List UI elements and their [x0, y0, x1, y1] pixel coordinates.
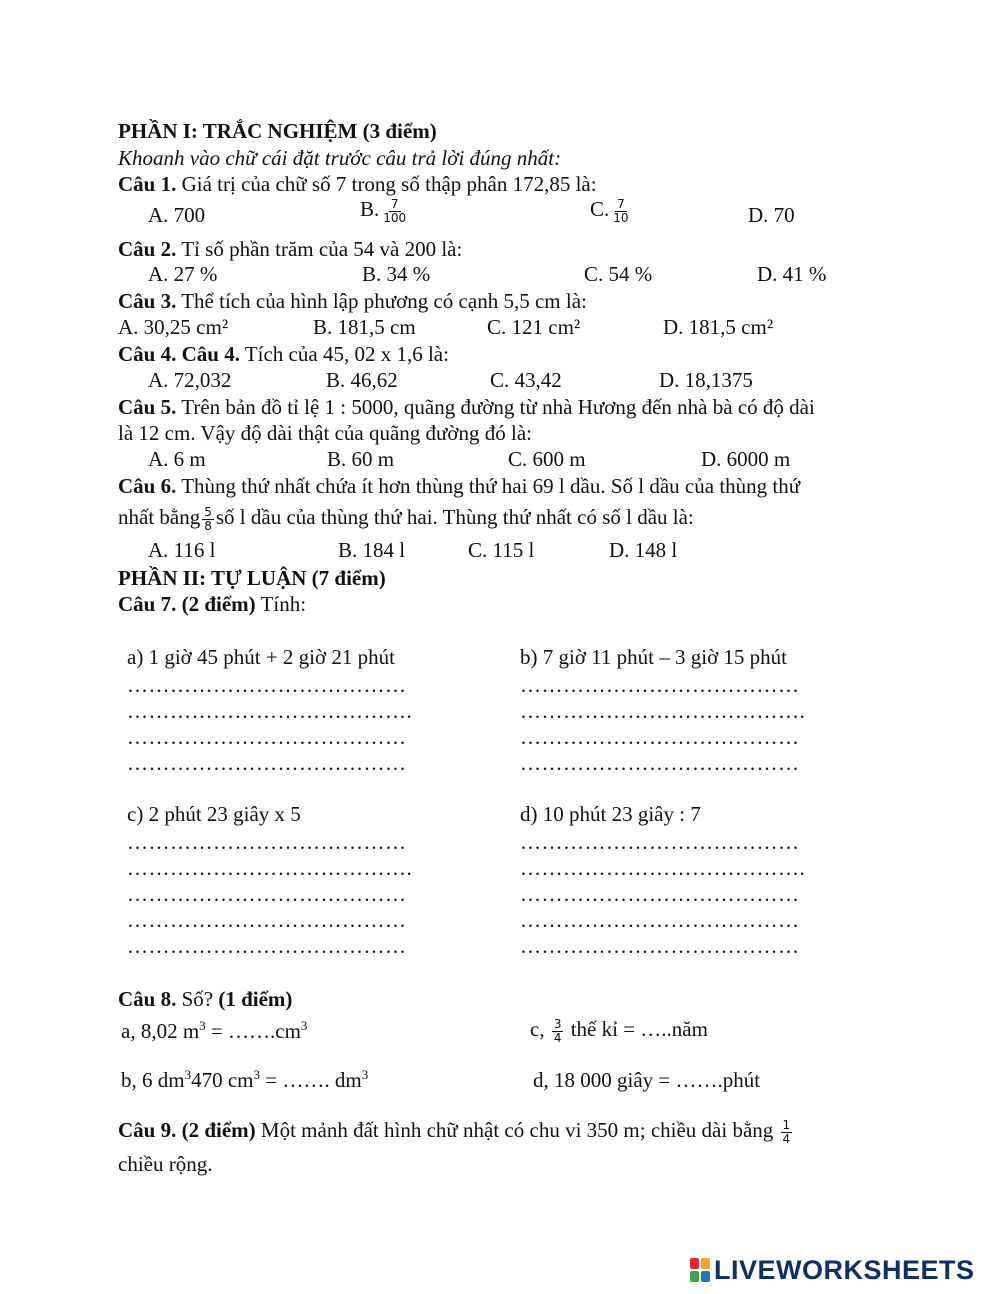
q5-option-c[interactable]: C. 600 m [508, 447, 586, 471]
answer-line[interactable]: ………………………………… [520, 725, 800, 749]
answer-line[interactable]: ………………………………… [127, 673, 407, 697]
fraction: $\frac{7}{10}$ [613, 196, 629, 225]
question-label: Câu 2. [118, 237, 177, 261]
question-label: Câu 5. [118, 395, 177, 419]
q8-part-a[interactable]: a, 8,02 $m^3$ = $\dots\dots.cm^3$ [121, 1018, 308, 1043]
question-label: Câu 4. Câu 4. [118, 342, 240, 366]
question-label: Câu 7. (2 điểm) [118, 592, 256, 616]
q4-option-d[interactable]: D. 18,1375 [659, 368, 753, 392]
fraction: $\frac{7}{100}$ [383, 196, 407, 225]
answer-line[interactable]: ………………………………… [127, 725, 407, 749]
q7-part-a: a) 1 giờ 45 phút + 2 giờ 21 phút [127, 645, 395, 669]
q1-option-c[interactable]: C. $\frac{7}{10}$ [590, 196, 629, 225]
question-text: Số? [181, 987, 214, 1011]
brand-name: LIVEWORKSHEETS [714, 1254, 975, 1285]
q7-part-d: d) 10 phút 23 giây : 7 [520, 802, 701, 826]
answer-line[interactable]: ………………………………… [127, 882, 407, 906]
q3-option-b[interactable]: B. 181,5 cm [313, 315, 416, 339]
answer-line[interactable]: ………………………………… [520, 751, 800, 775]
question-9-continued: chiều rộng. [118, 1152, 213, 1176]
q2-option-c[interactable]: C. 54 % [584, 262, 653, 286]
q3-option-c[interactable]: C. 121 cm² [487, 315, 581, 339]
part1-title: PHẦN I: TRẮC NGHIỆM (3 điểm) [118, 119, 437, 143]
q5-option-a[interactable]: A. 6 m [148, 447, 206, 471]
answer-line[interactable]: ………………………………… [127, 830, 407, 854]
question-4 [118, 341, 449, 367]
q8-part-c[interactable]: c, $\frac{3}{4}$ thế kỉ = …..năm [530, 1016, 708, 1045]
answer-line[interactable]: …………………………………. [127, 699, 413, 723]
answer-line[interactable]: ………………………………… [127, 751, 407, 775]
q6-option-a[interactable]: A. 116 l [148, 538, 216, 562]
question-text: Tích của 45, 02 x 1,6 là: [244, 342, 449, 366]
question-text: Thể tích của hình lập phương có cạnh 5,5 cm là: [181, 289, 587, 313]
q6-option-c[interactable]: C. 115 l [468, 538, 535, 562]
answer-line[interactable]: …………………………………. [127, 856, 413, 880]
answer-line[interactable]: ………………………………… [127, 908, 407, 932]
q1-option-b[interactable]: B. $\frac{7}{100}$ [360, 196, 407, 225]
q6-option-d[interactable]: D. 148 l [609, 538, 678, 562]
fraction: $\frac{5}{8}$ [204, 504, 212, 533]
question-8 [118, 986, 292, 1012]
question-label: Câu 1. [118, 172, 177, 196]
fraction: $\frac{3}{4}$ [553, 1016, 562, 1045]
question-text: Tính: [260, 592, 307, 616]
question-points: (1 điểm) [218, 987, 293, 1011]
answer-line[interactable]: ………………………………… [520, 882, 800, 906]
answer-line[interactable]: ………………………………… [520, 673, 800, 697]
q4-option-b[interactable]: B. 46,62 [326, 368, 398, 392]
question-6-continued: nhất bằng $\frac{5}{8}$ số l dầu của thùng thứ hai. Thùng thứ nhất có số l dầu là: [118, 504, 694, 533]
question-label: Câu 6. [118, 474, 177, 498]
fraction: $\frac{1}{4}$ [782, 1117, 791, 1146]
question-3 [118, 288, 587, 314]
answer-line[interactable]: ………………………………… [520, 830, 800, 854]
q2-option-d[interactable]: D. 41 % [757, 262, 827, 286]
answer-line[interactable]: ………………………………… [520, 934, 800, 958]
question-2 [118, 236, 462, 262]
q2-option-a[interactable]: A. 27 % [148, 262, 218, 286]
answer-line[interactable]: ………………………………… [520, 908, 800, 932]
answer-line[interactable]: ………………………………… [127, 934, 407, 958]
q7-part-c: c) 2 phút 23 giây x 5 [127, 802, 301, 826]
q8-part-b[interactable]: b, 6 $dm^3470$ $cm^3$ = ……. $dm^3$ [121, 1067, 369, 1092]
question-5-continued: là 12 cm. Vậy độ dài thật của quãng đường đó là: [118, 421, 533, 445]
q3-option-a[interactable]: A. 30,25 cm² [118, 315, 229, 339]
q5-option-b[interactable]: B. 60 m [327, 447, 395, 471]
q1-option-d[interactable]: D. 70 [748, 203, 795, 227]
q6-option-b[interactable]: B. 184 l [338, 538, 406, 562]
question-label: Câu 3. [118, 289, 177, 313]
q4-option-a[interactable]: A. 72,032 [148, 368, 232, 392]
question-5 [118, 394, 815, 420]
question-label: Câu 8. [118, 987, 177, 1011]
q1-option-a[interactable]: A. 700 [148, 203, 206, 227]
question-label: Câu 9. (2 điểm) [118, 1118, 256, 1142]
question-6 [118, 473, 800, 499]
q3-option-d[interactable]: D. 181,5 cm² [663, 315, 774, 339]
part2-title: PHẦN II: TỰ LUẬN (7 điểm) [118, 566, 386, 590]
q2-option-b[interactable]: B. 34 % [362, 262, 431, 286]
q4-option-c[interactable]: C. 43,42 [490, 368, 562, 392]
question-text: Trên bản đồ tỉ lệ 1 : 5000, quãng đường từ nhà Hương đến nhà bà có độ dài [181, 395, 815, 419]
q8-part-d[interactable]: d, 18 000 giây = …….phút [533, 1068, 761, 1092]
answer-line[interactable]: …………………………………. [520, 699, 806, 723]
part1-instruction: Khoanh vào chữ cái đặt trước câu trả lời đúng nhất: [118, 146, 562, 170]
liveworksheets-logo [690, 1255, 975, 1285]
question-1 [118, 171, 597, 197]
q7-part-b: b) 7 giờ 11 phút – 3 giờ 15 phút [520, 645, 788, 669]
question-text: Thùng thứ nhất chứa ít hơn thùng thứ hai 69 l dầu. Số l dầu của thùng thứ [181, 474, 801, 498]
question-text: Một mảnh đất hình chữ nhật có chu vi 350 m; chiều dài bằng [260, 1118, 774, 1142]
q5-option-d[interactable]: D. 6000 m [701, 447, 791, 471]
answer-line[interactable]: …………………………………. [520, 856, 806, 880]
question-7 [118, 591, 306, 617]
question-text: Giá trị của chữ số 7 trong số thập phân 172,85 là: [181, 172, 597, 196]
logo-mark-icon [690, 1258, 710, 1282]
question-9 [118, 1112, 794, 1148]
question-text: Tỉ số phần trăm của 54 và 200 là: [181, 237, 463, 261]
